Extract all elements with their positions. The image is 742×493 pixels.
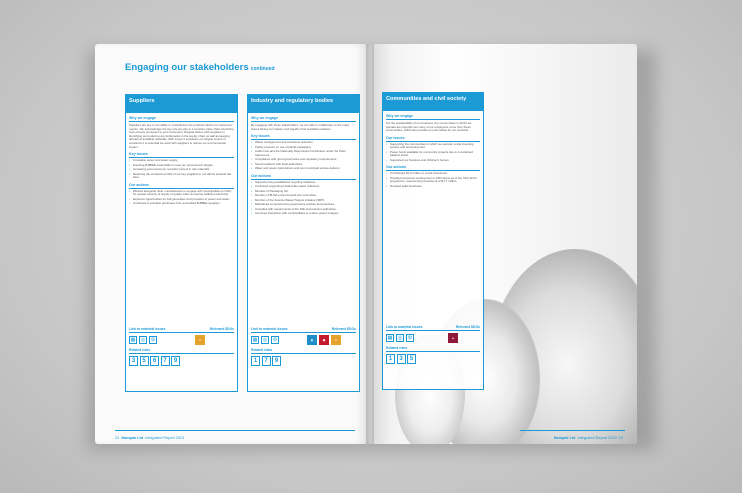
section-label: Key issues [251, 134, 356, 140]
material-issue-icon: ◎ [262, 336, 268, 343]
suppliers-column [125, 94, 238, 392]
list-item: • Supported long-established recycling initiatives. [255, 181, 356, 185]
why-text: By engaging with these stakeholders, we are able to collaborate on the many issues facing our industry and together find workable solutions. [251, 123, 350, 131]
material-issue-icon: ◎ [140, 336, 146, 343]
page-title [125, 62, 275, 73]
list-item: • Explored opportunities for self-generation and provision of power and water. [133, 198, 234, 202]
section-label: Why we engage [251, 116, 356, 122]
list-item: • Supporting the communities in which we operate; social investing, poverty and unemployment. [390, 143, 480, 150]
column-footer [248, 327, 359, 391]
divider [386, 330, 480, 331]
footer-rule [115, 430, 355, 431]
divider [129, 353, 234, 354]
page-number: 23 [618, 436, 623, 440]
page-footer [554, 436, 623, 440]
risk-badge: 7 [161, 356, 170, 366]
risk-badge: 5 [407, 354, 416, 364]
list-item: • Donated eight boreholes. [390, 185, 480, 189]
list-item: • Continued supporting small-scale waste collectors. [255, 185, 356, 189]
list-item: • Member of BUSA environmental sub-committee. [255, 194, 356, 198]
book-spine [366, 44, 374, 444]
list-item: • Improved interaction with municipalities to reduce power outages. [255, 212, 356, 216]
list-item: • Continued to prioritise purchases from accredited B-BBEE suppliers. [133, 202, 234, 206]
industry-column [247, 94, 360, 392]
material-issue-icon: ▦ [130, 336, 136, 343]
list-item: • Waste management and emissions reduction. [255, 141, 356, 145]
risk-badge: 9 [171, 356, 180, 366]
divider [129, 332, 234, 333]
sdg-label: Relevant SDGs [209, 327, 234, 331]
risk-list [126, 355, 237, 367]
column-footer [126, 327, 237, 391]
section-label: Why we engage [386, 114, 480, 120]
sdg-label: Relevant SDGs [331, 327, 356, 331]
divider [251, 353, 356, 354]
risk-badge: 1 [386, 354, 395, 364]
section-label: Our actions [386, 165, 480, 171]
list-item: • Supported our hospices and children's homes. [390, 159, 480, 163]
column-heading: Communities and civil society [383, 93, 483, 111]
related-risks-label: Related risks [386, 345, 408, 350]
section-label: Our issues [386, 136, 480, 142]
why-text: For the sustainability of our business, the communities in which we operate are important as many of our employees come from these communities, which also provide an end-market for our products. [386, 121, 472, 133]
communities-column [382, 92, 484, 390]
list-item: • Sound relations with local authorities. [255, 163, 356, 167]
risk-list [383, 353, 483, 365]
sdg-12-icon: ∞ [195, 335, 205, 345]
list-item: • Compliance with good governance and regulatory requirements. [255, 158, 356, 162]
footer-report: Integrated Report 2023 [577, 436, 617, 440]
right-page [370, 44, 637, 444]
risk-badge: 5 [140, 356, 149, 366]
section-label: Key issues [129, 152, 234, 158]
material-issue-icon: ◎ [397, 334, 403, 341]
list-item: • Unreliable power and water supply. [133, 159, 234, 163]
link-material-label: Link to material issues [386, 325, 423, 329]
list-item: • Member of Packaging SA. [255, 190, 356, 194]
material-issue-icon: ▦ [252, 336, 258, 343]
page-title-text: Engaging our stakeholders [125, 62, 249, 73]
related-risks-label: Related risks [251, 347, 273, 352]
list-item: • Member of the Science-Based Targets initiative (SBTi). [255, 199, 356, 203]
sdg-12-icon: ∞ [331, 335, 341, 345]
list-item: • Public pressure on use of plastic packaging. [255, 146, 356, 150]
section-label: Why we engage [129, 116, 234, 122]
risk-badge: 3 [129, 356, 138, 366]
page-footer [115, 436, 184, 440]
divider [251, 332, 356, 333]
risk-badge: 3 [397, 354, 406, 364]
sdg-6-icon: ▮ [307, 335, 317, 345]
list-item: • Reducing the emissions profile of our key suppliers in our efforts towards Net Zero. [133, 173, 234, 180]
footer-company: Nampak Ltd [553, 436, 576, 440]
list-item: • Maintained comprehensive governance policies and practices. [255, 203, 356, 207]
footer-rule [520, 430, 625, 431]
list-item: • Worked alongside other manufacturers to engage with municipalities to lobby for greater security of supply of quality water as well as sufficient electricity. [133, 190, 234, 197]
material-issue-icon: ⚙ [150, 336, 156, 343]
list-item: • Contributed R1.6 million to social investment. [390, 172, 480, 176]
page-number: 22 [115, 436, 120, 440]
column-heading: Suppliers [126, 95, 237, 113]
column-heading: Industry and regulatory bodies [248, 95, 359, 113]
list-item: • Complied with requirements of the JSE and relevant authorities. [255, 208, 356, 212]
list-item: • Provided temporary employment to 158 interns as of the YES which programme, representing investment of R1.7 million. [390, 177, 480, 184]
risk-badge: 6 [150, 356, 159, 366]
section-label: Our actions [129, 183, 234, 189]
material-issue-icon: ▦ [387, 334, 393, 341]
material-issue-icon: ⚙ [272, 336, 278, 343]
why-text: Suppliers are key to our ability to manufacture the products which our customers require. We acknowledge the key role we play in a complex value chain stretching from primary producers to end consumers. Regular liaison with suppliers in identifying and reducing any bottlenecks in the supply chain as well as keeping abreast of available materials. With scope 3 emissions our largest source of emissions it is essential we work with suppliers to reduce our environmental impact. [129, 123, 234, 149]
page-title-suffix: continued [250, 66, 275, 72]
related-risks-label: Related risks [129, 347, 151, 352]
section-label: Our actions [251, 174, 356, 180]
risk-list [248, 355, 359, 367]
risk-badge: 7 [262, 356, 271, 366]
material-issue-icon: ⚙ [407, 334, 413, 341]
footer-report: Integrated Report 2023 [145, 436, 185, 440]
column-footer [383, 325, 483, 389]
link-material-label: Link to material issues [129, 327, 166, 331]
list-item: • Increasing post-consumer recycled content in raw materials. [133, 168, 234, 172]
left-page [95, 44, 370, 444]
sdg-13-icon: ◉ [319, 335, 329, 345]
divider [386, 351, 480, 352]
list-item: • Power funds available for community projects due to constrained balance sheet. [390, 151, 480, 158]
list-item: • Ensuring B-BBEE credentials to meet our procurement targets. [133, 164, 234, 168]
list-item: • Carbon tax and the Nationally Determined Contribution under the Paris Agreement. [255, 150, 356, 157]
risk-badge: 1 [251, 356, 260, 366]
risk-badge: 9 [272, 356, 281, 366]
sdg-label: Relevant SDGs [455, 325, 480, 329]
sdg-8-icon: ▲ [448, 333, 458, 343]
footer-company: Nampak Ltd [121, 436, 144, 440]
link-material-label: Link to material issues [251, 327, 288, 331]
list-item: • Water and power interruptions and poor municipal service delivery. [255, 167, 356, 171]
